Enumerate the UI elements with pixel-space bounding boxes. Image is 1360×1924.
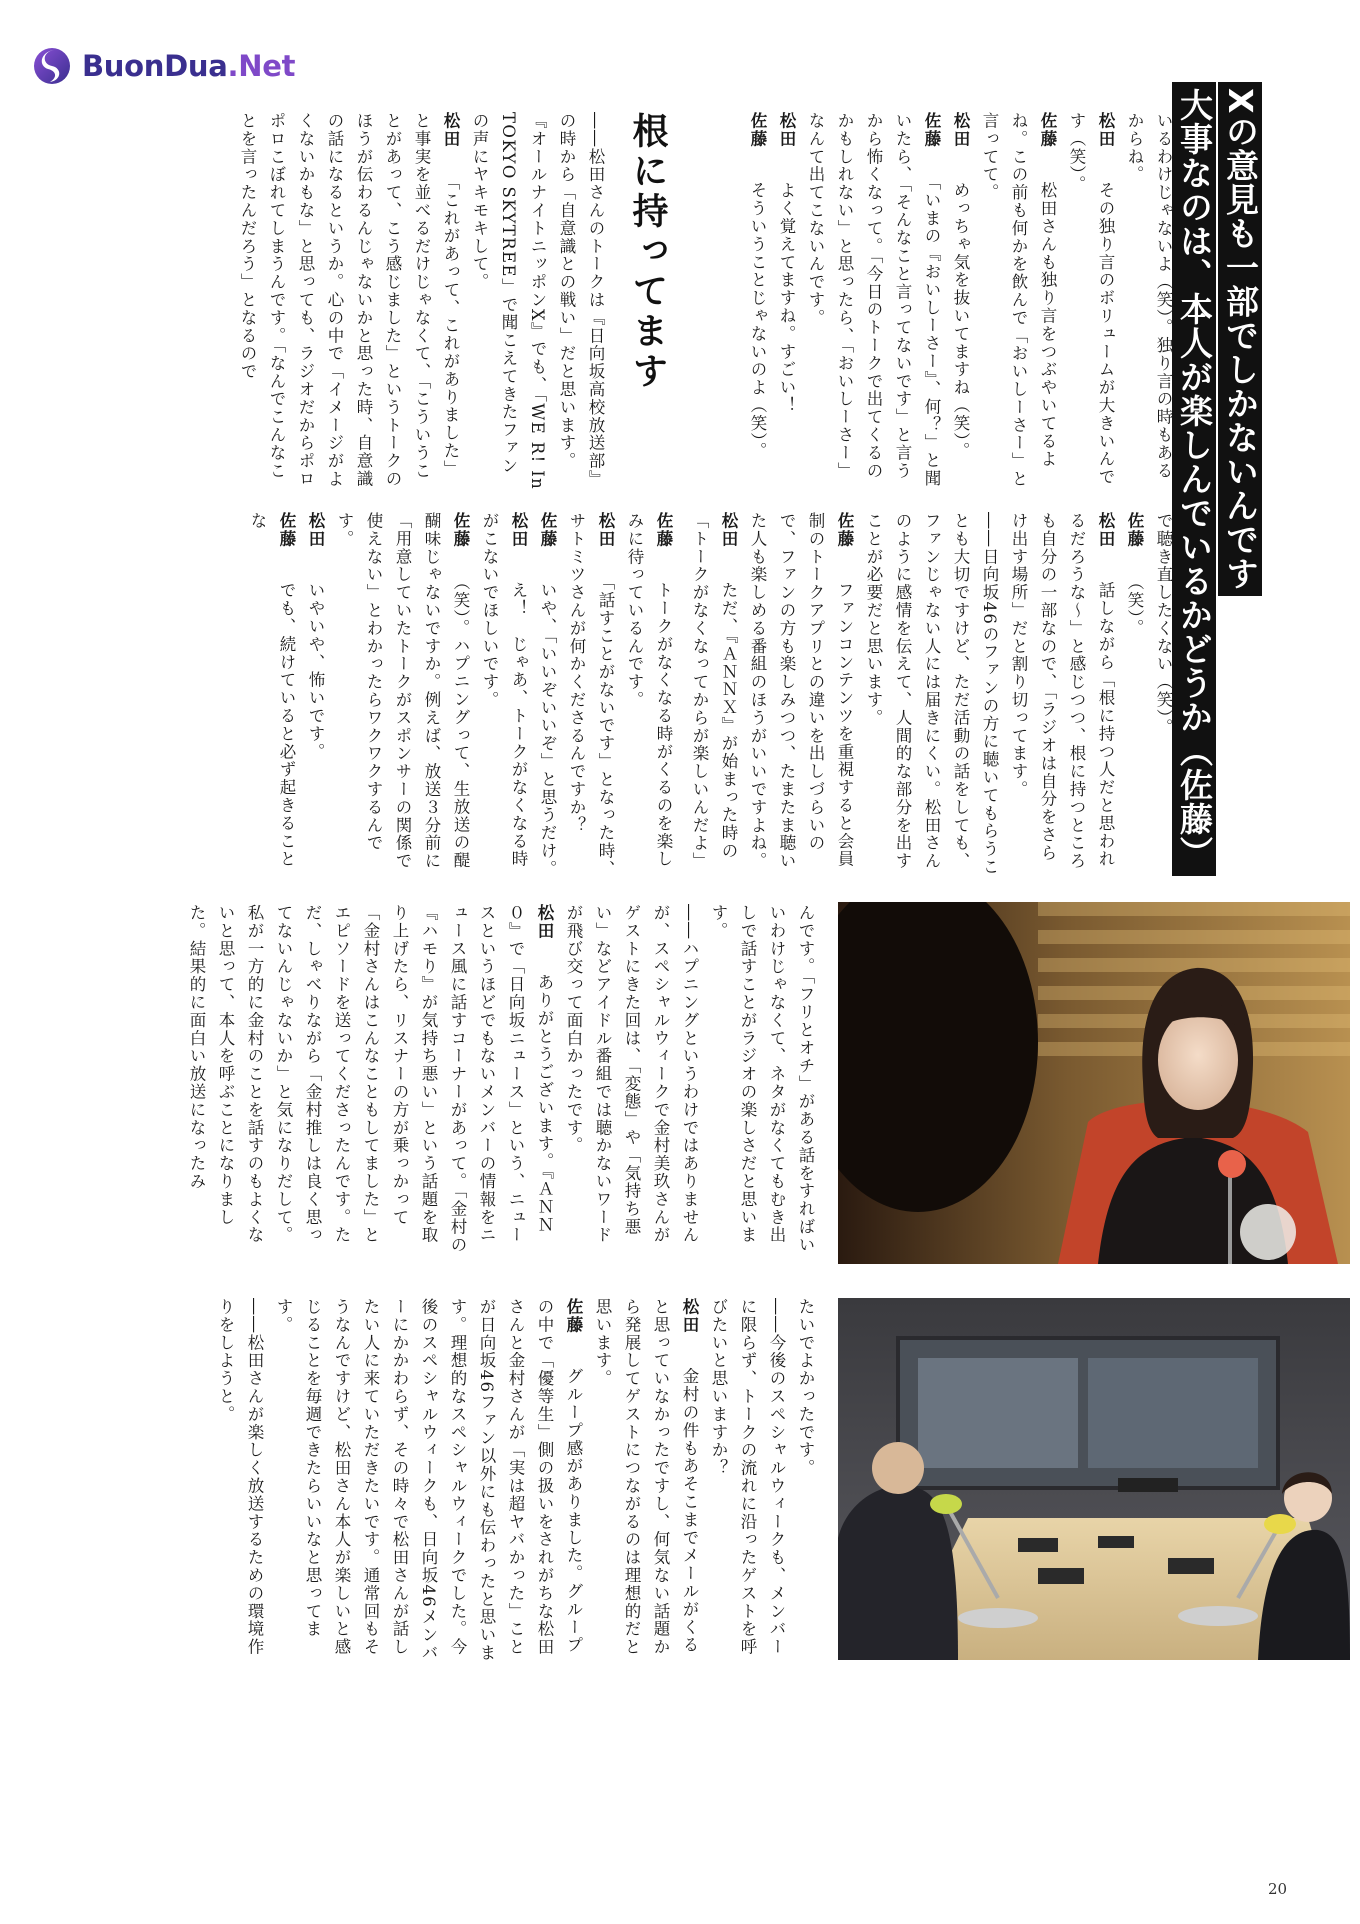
paragraph — [1120, 112, 1178, 492]
paragraph — [588, 1298, 704, 1668]
watermark-brand: BuonDua — [82, 49, 228, 83]
utterance-text: 話しながら「根に持つ人だと思われるだろうな〜」と感じつつ、根に持つところも自分の一部なので、「ラジオは自分をさらけ出す場所」だと割り切ってます。 — [1009, 512, 1115, 870]
speaker-label: 佐藤 — [451, 512, 470, 548]
utterance-text: ――松田さんが楽しく放送するための環境作りをしようと。 — [216, 1298, 264, 1656]
speaker-label: 松田 — [306, 512, 325, 548]
paragraph — [791, 1298, 820, 1668]
column-middle-right — [690, 512, 1178, 878]
paragraph — [1120, 512, 1149, 878]
interview-photo-studio — [838, 1298, 1350, 1660]
paragraph — [301, 512, 330, 878]
speaker-label: 松田 — [596, 512, 615, 548]
utterance-text: でも、続けていると必ず起きることな — [248, 512, 296, 869]
paragraph — [704, 1298, 791, 1668]
utterance-text: ――今後のスペシャルウィークも、メンバーに限らず、トークの流れに沿ったゲストを呼びたいと思いますか？ — [709, 1298, 786, 1656]
paragraph — [211, 1298, 269, 1668]
paragraph — [562, 512, 620, 878]
paragraph — [533, 512, 562, 878]
utterance-text: ――日向坂46のファンの方に聴いてもらうことも大切ですけど、ただ活動の話をしても、ファンじゃない人には届きにくい。松田さんのように感情を伝えて、人間的な部分を出すことが必要だと思います。 — [864, 512, 999, 876]
utterance-text: 「いまの『おいしーさー』、何？」と聞いたら、「そんなこと言ってないです」と言うから怖くなって。「今日のトークで出てくるのかもしれない」と思ったら、「おいしーさー」なんて出てこないんです。 — [806, 112, 941, 488]
paragraph — [975, 112, 1062, 492]
paragraph — [182, 904, 559, 1260]
paragraph — [465, 112, 610, 492]
headline-line-2: 大事なのは、本人が楽しんでいるかどうか（佐藤） — [1172, 82, 1216, 876]
interview-photo-portrait — [838, 902, 1350, 1264]
speaker-label: 佐藤 — [277, 512, 296, 548]
speaker-label: 松田 — [719, 512, 738, 548]
speaker-label: 佐藤 — [654, 512, 673, 548]
paragraph — [1004, 512, 1120, 878]
utterance-text: （笑）。ハプニングって、生放送の醍醐味じゃないですか。例えば、放送３分前に「用意していたトークがスポンサーの関係で使えない」とわかったらワクワクするんです。 — [335, 512, 470, 870]
column-lower-middle — [170, 904, 820, 1260]
column-upper-left — [170, 112, 610, 492]
speaker-label: 佐藤 — [1038, 112, 1057, 148]
paragraph — [559, 904, 704, 1260]
utterance-text: んです。「フリとオチ」がある話をすればいいわけじゃなくて、ネタがなくてもむき出しで話すことがラジオの楽しさだと思います。 — [709, 904, 815, 1254]
utterance-text: たいでよかったです。 — [796, 1298, 815, 1477]
utterance-text: よく覚えてますね。すごい！ — [777, 181, 796, 415]
speaker-label: 佐藤 — [1125, 512, 1144, 548]
speaker-label: 松田 — [1096, 512, 1115, 548]
utterance-text: ただ、『ＡＮＮＸ』が始まった時の「トークがなくなってからが楽しいんだよ」 — [690, 512, 738, 870]
watermark-logo — [32, 44, 295, 88]
paragraph — [859, 512, 1004, 878]
paragraph — [243, 512, 301, 878]
column-lower-left — [170, 1298, 820, 1668]
column-upper-right — [690, 112, 1178, 492]
speaker-label: 佐藤 — [922, 112, 941, 148]
paragraph — [330, 512, 475, 878]
utterance-text: （笑）。 — [1125, 581, 1144, 637]
speaker-label: 松田 — [441, 112, 460, 148]
utterance-text: めっちゃ気を抜いてますね（笑）。 — [951, 181, 970, 460]
paragraph — [772, 112, 801, 492]
speaker-label: 佐藤 — [564, 1298, 583, 1334]
speaker-label: 佐藤 — [538, 512, 557, 548]
speaker-label: 佐藤 — [835, 512, 854, 548]
logo-swirl-icon — [32, 44, 72, 88]
paragraph — [743, 512, 859, 878]
page-number: 20 — [1268, 1880, 1288, 1898]
paragraph — [690, 512, 743, 878]
utterance-text: いるわけじゃないよ（笑）。独り言の時もあるからね。 — [1125, 112, 1173, 480]
utterance-text: ――松田さんのトークは『日向坂高校放送部』の時から「自意識との戦い」だと思います。『オールナイトニッポンX』でも、「WE R! In TOKYO SKYTREE」で聞こえてきたファンの声にヤキモキして。 — [470, 112, 605, 491]
utterance-text: 松田さんも独り言をつぶやいてるよね。この前も何かを飲んで「おいしーさー」と言ってて。 — [980, 112, 1057, 488]
utterance-text: 「これがあって、これがありました」と事実を並べるだけじゃなくて、「こういうことがあって、こう感じました」というトークのほうが伝わるんじゃないかと思った時、自意識の話になるというか。心の中で「イメージがよくないかもな」と思っても、ラジオだからポロポロこぼれてしまうんです。「なんでこんなことを言ったんだろう」となるので — [238, 112, 460, 488]
speaker-label: 佐藤 — [748, 112, 767, 148]
paragraph — [1062, 112, 1120, 492]
speaker-label: 松田 — [777, 112, 796, 148]
utterance-text: いや、「いいぞいいぞ」と思うだけ。 — [538, 581, 557, 878]
headline-line-1: Xの意見も一部でしかないんです — [1218, 82, 1262, 596]
utterance-text: トークがなくなる時がくるのを楽しみに待っているんです。 — [625, 512, 673, 869]
paragraph — [704, 904, 820, 1260]
utterance-text: ――ハプニングというわけではありませんが、スペシャルウィークで金村美玖さんがゲストにきた回は、「変態」や「気持ち悪い」などアイドル番組では聴かないワードが飛び交って面白かったです。 — [564, 904, 699, 1245]
watermark-text — [82, 49, 295, 83]
paragraph — [801, 112, 946, 492]
section-subheading: 根に持ってます — [627, 112, 668, 392]
utterance-text: その独り言のボリュームが大きいんです（笑）。 — [1067, 112, 1115, 487]
utterance-text: 金村の件もあそこまでメールがくると思っていなかったですし、何気ない話題から発展してゲストにつながるのは理想的だと思います。 — [593, 1298, 699, 1656]
speaker-label: 松田 — [509, 512, 528, 548]
watermark-tld: .Net — [227, 49, 296, 83]
paragraph — [1149, 512, 1178, 878]
column-middle-left — [170, 512, 678, 878]
speaker-label: 松田 — [535, 904, 554, 940]
utterance-text: ファンコンテンツを重視すると会員制のトークアプリとの違いを出しづらいので、ファンの方も楽しみつつ、たまたま聴いた人も楽しめる番組のほうがいいですよね。 — [748, 512, 854, 870]
utterance-text: 「話すことがないです」となった時、サトミツさんが何かくださるんですか？ — [567, 512, 615, 878]
speaker-label: 松田 — [951, 112, 970, 148]
paragraph — [743, 112, 772, 492]
utterance-text: で聴き直したくない（笑）。 — [1154, 512, 1173, 737]
paragraph — [269, 1298, 588, 1668]
paragraph — [233, 112, 465, 492]
paragraph — [475, 512, 533, 878]
utterance-text: グループ感がありました。グループの中で「優等生」側の扱いをされがちな松田さんと金村さんが「実は超ヤバかった」ことが日向坂46ファン以外にも伝わったと思います。理想的なスペシャルウィークでした。今後のスペシャルウィークも、日向坂46メンバーにかかわらず、その時々で松田さんが話したい人に来ていただきたいです。通常回もそうなんですけど、松田さん本人が楽しいと感じることを毎週できたらいいなと思ってます。 — [274, 1298, 583, 1662]
utterance-text: そういうことじゃないのよ（笑）。 — [748, 181, 767, 460]
utterance-text: ありがとうございます。『ＡＮＮ０』で「日向坂ニュース」という、ニュースというほどでもないメンバーの情報をニュース風に話すコーナーがあって。「金村の『ハモり』が気持ち悪い」という話題を取り上げたら、リスナーの方が乗っかって「金村さんはこんなこともしてました」とエピソードを送ってくださったんです。ただ、しゃべりながら「金村推しは良く思ってないんじゃないか」と気になりだして。私が一方的に金村のことを話すのもよくないと思って、本人を呼ぶことになりました。結果的に面白い放送になったみ — [187, 904, 554, 1254]
speaker-label: 松田 — [1096, 112, 1115, 148]
utterance-text: え！ じゃあ、トークがなくなる時がこないでほしいです。 — [480, 512, 528, 869]
paragraph — [946, 112, 975, 492]
utterance-text: いやいや、怖いです。 — [306, 581, 325, 761]
speaker-label: 松田 — [680, 1298, 699, 1334]
paragraph — [620, 512, 678, 878]
